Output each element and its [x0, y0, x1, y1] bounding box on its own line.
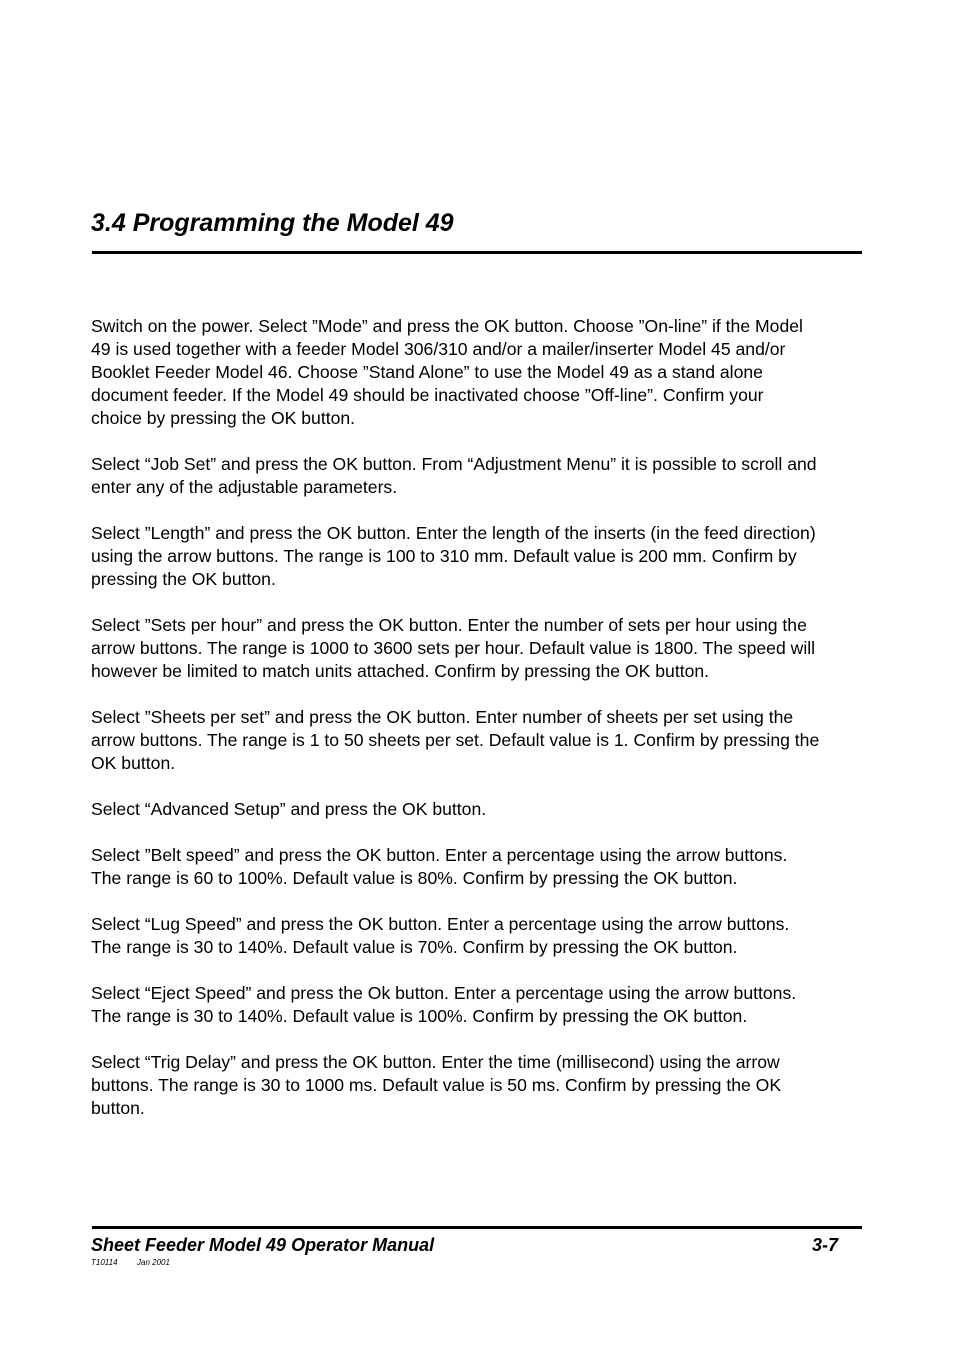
body-text — [91, 315, 866, 1143]
footer-page-number: 3-7 — [812, 1235, 839, 1255]
footer-manual-title: Sheet Feeder Model 49 Operator Manual — [91, 1235, 435, 1255]
paragraph-sets-per-hour: Select ”Sets per hour” and press the OK button. Enter the number of sets per hour using the arrow buttons. The range is 1000 to 3600 sets per hour. Default value is 1800. The speed will however be limited to match units attached. Confirm by pressing the OK button. — [91, 615, 816, 681]
title-divider — [92, 251, 862, 254]
footer-date: Jan 2001 — [137, 1258, 170, 1267]
footer-doc-number: T10114 — [91, 1258, 118, 1267]
section-title: 3.4 Programming the Model 49 — [91, 209, 454, 237]
paragraph-mode: Switch on the power. Select ”Mode” and press the OK button. Choose ”On-line” if the Model 49 is used together with a feeder Model 306/310 and/or a mailer/inserter Model 45 and/or Booklet Feeder Model 46. Choose ”Stand Alone” to use the Model 49 as a stand alone document feeder. If the Model 49 should be inactivated choose ”Off-line”. Confirm your choice by pressing the OK button. — [91, 316, 803, 428]
paragraph-sheets-per-set: Select ”Sheets per set” and press the OK button. Enter number of sheets per set using the arrow buttons. The range is 1 to 50 sheets per set. Default value is 1. Confirm by pressing the OK button. — [91, 707, 820, 773]
footer-divider — [92, 1226, 862, 1229]
paragraph-length: Select ”Length” and press the OK button. Enter the length of the inserts (in the feed direction) using the arrow buttons. The range is 100 to 310 mm. Default value is 200 mm. Confirm by pressing the OK button. — [91, 523, 816, 589]
paragraph-advanced-setup: Select “Advanced Setup” and press the OK button. — [91, 799, 487, 819]
paragraph-job-set: Select “Job Set” and press the OK button. From “Adjustment Menu” it is possible to scroll and enter any of the adjustable parameters. — [91, 454, 817, 497]
paragraph-eject-speed: Select “Eject Speed” and press the Ok button. Enter a percentage using the arrow buttons. The range is 30 to 140%. Default value is 100%. Confirm by pressing the OK button. — [91, 983, 797, 1026]
paragraph-lug-speed: Select “Lug Speed” and press the OK button. Enter a percentage using the arrow buttons. The range is 30 to 140%. Default value is 70%. Confirm by pressing the OK button. — [91, 914, 790, 957]
paragraph-trig-delay: Select “Trig Delay” and press the OK button. Enter the time (millisecond) using the arrow buttons. The range is 30 to 1000 ms. Default value is 50 ms. Confirm by pressing the OK button. — [91, 1052, 782, 1118]
paragraph-belt-speed: Select ”Belt speed” and press the OK button. Enter a percentage using the arrow buttons. The range is 60 to 100%. Default value is 80%. Confirm by pressing the OK button. — [91, 845, 788, 888]
